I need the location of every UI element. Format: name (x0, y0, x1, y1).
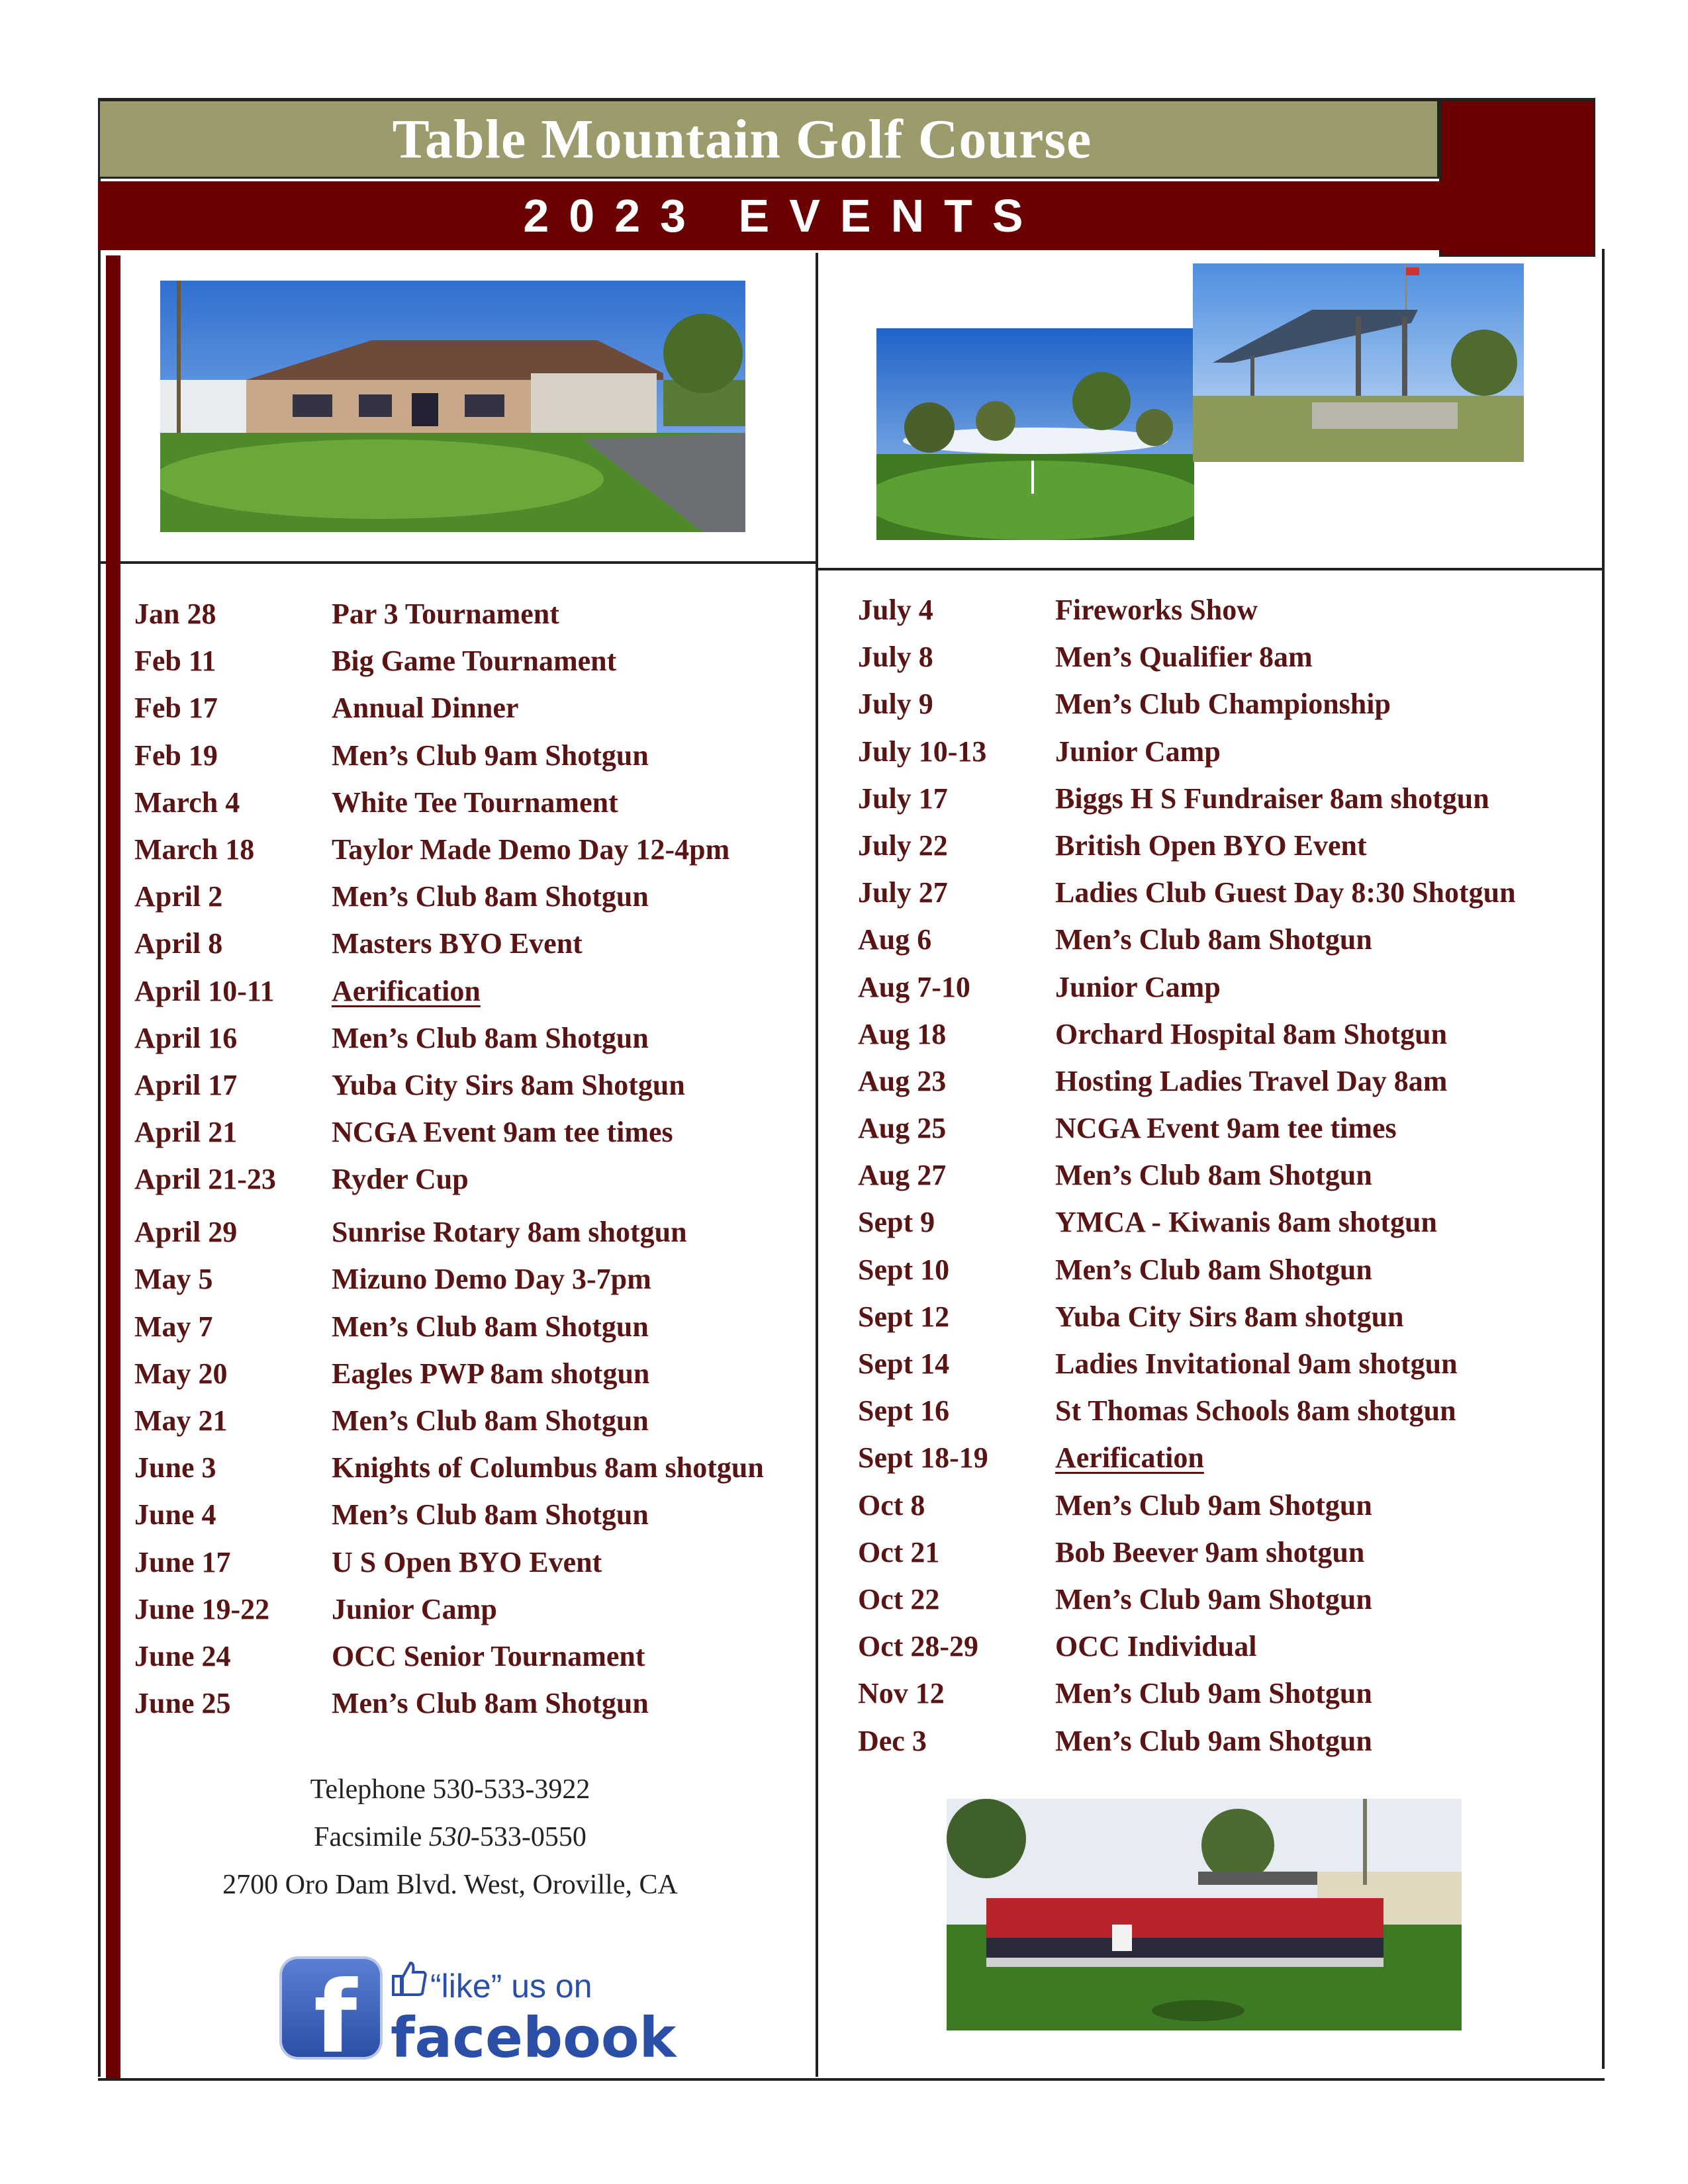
driving-range-photo (1193, 263, 1524, 462)
event-date: March 18 (134, 833, 255, 866)
page-title: Table Mountain Golf Course (392, 108, 1092, 170)
event-name: Men’s Club 9am Shotgun (332, 739, 649, 772)
clubhouse-photo (160, 281, 745, 532)
event-name: Men’s Club 8am Shotgun (332, 1021, 649, 1054)
event-name: Ryder Cup (332, 1163, 469, 1196)
event-date: Sept 14 (858, 1347, 950, 1380)
event-name: Men’s Club 8am Shotgun (332, 1310, 649, 1343)
event-name: Yuba City Sirs 8am Shotgun (332, 1068, 685, 1101)
fax-area-code: 530 (428, 1822, 471, 1852)
event-date: May 5 (134, 1263, 213, 1296)
event-date: Aug 23 (858, 1064, 947, 1097)
event-date: June 4 (134, 1498, 216, 1531)
event-date: April 29 (134, 1216, 238, 1249)
event-name: Ladies Invitational 9am shotgun (1055, 1347, 1458, 1380)
event-date: July 17 (858, 782, 948, 815)
event-date: Aug 18 (858, 1017, 947, 1050)
event-date: Sept 12 (858, 1300, 950, 1333)
telephone-line: Telephone 530-533-3922 (310, 1774, 590, 1805)
address-line: 2700 Oro Dam Blvd. West, Oroville, CA (222, 1870, 678, 1900)
event-name: Men’s Club 8am Shotgun (332, 1498, 649, 1531)
event-name: Men’s Qualifier 8am (1055, 641, 1313, 674)
event-date: July 8 (858, 641, 933, 674)
event-name: St Thomas Schools 8am shotgun (1055, 1394, 1456, 1428)
facebook-letter: f (314, 1960, 357, 2075)
event-name: Men’s Club 9am Shotgun (1055, 1488, 1372, 1522)
event-date: June 3 (134, 1451, 216, 1484)
event-date: May 20 (134, 1357, 228, 1390)
event-date: April 8 (134, 927, 223, 960)
event-date: Jan 28 (134, 598, 216, 630)
event-date: May 21 (134, 1404, 228, 1437)
event-name: Knights of Columbus 8am shotgun (332, 1451, 764, 1484)
event-name: Yuba City Sirs 8am shotgun (1055, 1300, 1404, 1333)
event-name: Junior Camp (1055, 970, 1221, 1003)
event-name: Men’s Club 9am Shotgun (1055, 1677, 1372, 1710)
event-name: Sunrise Rotary 8am shotgun (332, 1216, 687, 1249)
frame-left-line (98, 98, 101, 2077)
event-name: Big Game Tournament (332, 645, 617, 678)
event-date: April 2 (134, 880, 223, 913)
title-banner (98, 99, 1439, 179)
event-date: April 16 (134, 1021, 238, 1054)
event-name: Fireworks Show (1055, 594, 1258, 626)
thumbs-up-icon (392, 1960, 428, 1997)
events-subtitle: 2023 EVENTS (523, 190, 1043, 242)
event-name: Annual Dinner (332, 692, 519, 725)
event-name: Men’s Club 8am Shotgun (332, 1687, 649, 1720)
event-name: OCC Individual (1055, 1630, 1257, 1663)
event-date: July 22 (858, 829, 948, 862)
event-name: Junior Camp (1055, 735, 1221, 768)
event-date: Sept 18-19 (858, 1441, 988, 1475)
event-name: Mizuno Demo Day 3-7pm (332, 1263, 651, 1296)
event-name: Ladies Club Guest Day 8:30 Shotgun (1055, 876, 1516, 909)
event-name: Aerification (332, 974, 481, 1007)
fax-label: Facsimile (314, 1822, 429, 1852)
event-name: NCGA Event 9am tee times (332, 1116, 673, 1149)
event-date: Feb 17 (134, 692, 218, 725)
event-name: Biggs H S Fundraiser 8am shotgun (1055, 782, 1489, 815)
fax-line (146, 1821, 755, 1853)
event-date: Oct 21 (858, 1535, 940, 1569)
event-name: Masters BYO Event (332, 927, 583, 960)
event-name: OCC Senior Tournament (332, 1639, 645, 1672)
event-name: Men’s Club 9am Shotgun (1055, 1582, 1372, 1615)
event-date: Aug 25 (858, 1112, 947, 1145)
event-date: Oct 22 (858, 1582, 940, 1615)
event-date: Aug 27 (858, 1159, 947, 1192)
event-name: Men’s Club 8am Shotgun (1055, 1159, 1372, 1192)
event-name: Taylor Made Demo Day 12-4pm (332, 833, 730, 866)
event-date: April 17 (134, 1068, 238, 1101)
event-name: Men’s Club 8am Shotgun (1055, 1253, 1372, 1286)
frame-right-line (1602, 249, 1605, 2069)
photo-section-divider-right (817, 568, 1603, 570)
event-name: White Tee Tournament (332, 786, 618, 819)
event-date: July 10-13 (858, 735, 987, 768)
event-name: YMCA - Kiwanis 8am shotgun (1055, 1206, 1437, 1239)
events-banner (98, 181, 1442, 250)
event-date: Aug 7-10 (858, 970, 970, 1003)
event-date: June 24 (134, 1639, 231, 1672)
event-date: Sept 10 (858, 1253, 950, 1286)
event-date: April 21-23 (134, 1163, 276, 1196)
event-date: June 17 (134, 1545, 231, 1578)
event-name: Men’s Club 9am Shotgun (1055, 1724, 1372, 1757)
event-date: April 10-11 (134, 974, 275, 1007)
facebook-wordmark[interactable]: facebook (391, 2005, 677, 2070)
event-date: June 25 (134, 1687, 231, 1720)
maroon-corner-block (1439, 99, 1595, 257)
event-name: Orchard Hospital 8am Shotgun (1055, 1017, 1448, 1050)
event-date: Nov 12 (858, 1677, 945, 1710)
left-maroon-rule (106, 255, 120, 2078)
event-date: Oct 28-29 (858, 1630, 979, 1663)
event-date: Oct 8 (858, 1488, 925, 1522)
event-date: June 19-22 (134, 1592, 270, 1625)
event-date: Aug 6 (858, 923, 932, 956)
event-name: Men’s Club Championship (1055, 688, 1391, 721)
photo-section-divider-left (98, 561, 817, 564)
event-date: Dec 3 (858, 1724, 927, 1757)
event-date: April 21 (134, 1116, 238, 1149)
event-name: Eagles PWP 8am shotgun (332, 1357, 650, 1390)
group-photo (947, 1799, 1462, 2030)
event-name: Men’s Club 8am Shotgun (332, 1404, 649, 1437)
event-date: July 4 (858, 594, 933, 626)
event-name: Hosting Ladies Travel Day 8am (1055, 1064, 1448, 1097)
event-name: Aerification (1055, 1441, 1204, 1475)
event-date: Feb 11 (134, 645, 216, 678)
event-name: U S Open BYO Event (332, 1545, 602, 1578)
event-date: Feb 19 (134, 739, 218, 772)
fax-number: -533-0550 (470, 1822, 586, 1852)
event-name: British Open BYO Event (1055, 829, 1367, 862)
event-name: Junior Camp (332, 1592, 497, 1625)
event-date: Sept 16 (858, 1394, 950, 1428)
event-date: May 7 (134, 1310, 213, 1343)
putting-green-photo (876, 328, 1194, 540)
frame-bottom-line (98, 2078, 1605, 2081)
facebook-logo-icon[interactable] (282, 1959, 380, 2075)
event-name: Par 3 Tournament (332, 598, 559, 630)
event-name: NCGA Event 9am tee times (1055, 1112, 1397, 1145)
event-date: March 4 (134, 786, 240, 819)
column-divider (816, 253, 818, 2077)
facebook-like-text[interactable]: “like” us on (430, 1968, 592, 2005)
event-date: Sept 9 (858, 1206, 935, 1239)
event-name: Men’s Club 8am Shotgun (1055, 923, 1372, 956)
event-name: Bob Beever 9am shotgun (1055, 1535, 1365, 1569)
event-date: July 27 (858, 876, 948, 909)
event-date: July 9 (858, 688, 933, 721)
event-name: Men’s Club 8am Shotgun (332, 880, 649, 913)
